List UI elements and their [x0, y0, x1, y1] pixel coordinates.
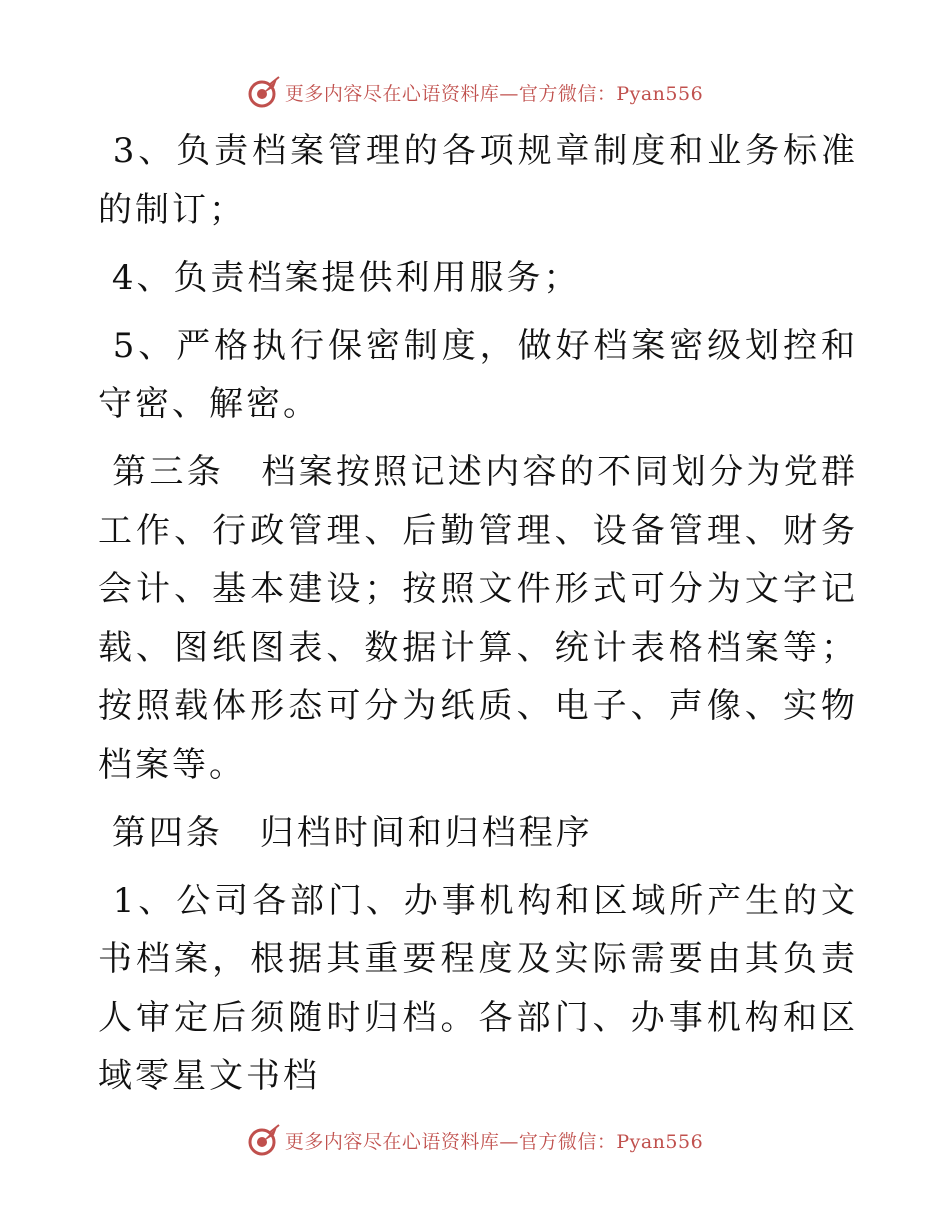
- paragraph: 5、严格执行保密制度，做好档案密级划控和守密、解密。: [98, 325, 858, 424]
- paragraph: 4、负责档案提供利用服务；: [98, 257, 581, 298]
- watermark-footer: [0, 1120, 950, 1160]
- quill-logo-icon: [247, 1123, 281, 1157]
- watermark-text: 更多内容尽在心语资料库—官方微信：Pyan556: [284, 1130, 704, 1153]
- watermark-text: 更多内容尽在心语资料库—官方微信：Pyan556: [284, 82, 704, 105]
- document-body: [98, 122, 858, 1115]
- paragraph: 3、负责档案管理的各项规章制度和业务标准的制订；: [98, 131, 858, 230]
- paragraph: 1、公司各部门、办事机构和区域所产生的文书档案，根据其重要程度及实际需要由其负责人审定后须随时归档。各部门、办事机构和区域零星文书档: [98, 880, 858, 1096]
- watermark-header: [0, 72, 950, 112]
- quill-logo-icon: [247, 75, 281, 109]
- paragraph: 第四条 归档时间和归档程序: [98, 812, 593, 853]
- paragraph: 第三条 档案按照记述内容的不同划分为党群工作、行政管理、后勤管理、设备管理、财务会计、基本建设；按照文件形式可分为文字记载、图纸图表、数据计算、统计表格档案等；按照载体形态可分为纸质、电子、声像、实物档案等。: [98, 452, 859, 785]
